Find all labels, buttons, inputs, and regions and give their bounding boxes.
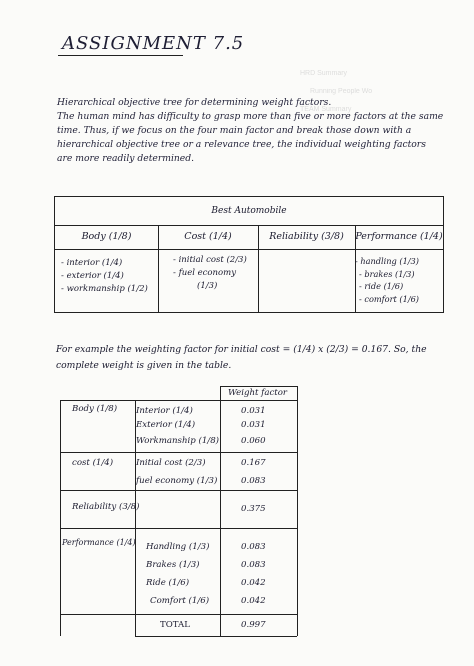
body-item: - interior (1/4) xyxy=(61,258,123,268)
tree-header-cost: Cost (1/4) xyxy=(158,225,258,250)
cost-item: - fuel economy xyxy=(173,268,237,278)
paragraph-line: For example the weighting factor for initial cost = (1/4) x (2/3) = 0.167. So, the xyxy=(56,344,427,355)
sub-factor: fuel economy (1/3) xyxy=(136,476,218,486)
sub-factor: Ride (1/6) xyxy=(146,578,190,588)
weight-factor-table xyxy=(60,386,297,636)
intro-line: Hierarchical objective tree for determining weight factors. xyxy=(57,97,332,108)
objective-tree-table xyxy=(54,196,444,313)
total-value: 0.997 xyxy=(241,620,266,630)
tree-root: Best Automobile xyxy=(55,197,443,226)
table-border xyxy=(60,400,61,636)
background-text: TEAM Summary xyxy=(300,106,352,113)
intro-line: time. Thus, if we focus on the four main factor and break those down with a xyxy=(57,125,412,136)
weight-value: 0.375 xyxy=(241,504,266,514)
sub-factor: Handling (1/3) xyxy=(146,542,210,552)
weight-value: 0.031 xyxy=(241,406,266,416)
group-cost: cost (1/4) xyxy=(72,458,114,468)
table-border xyxy=(60,490,297,491)
title-underline xyxy=(58,55,183,56)
group-reliability: Reliability (3/8) xyxy=(72,502,140,512)
table-border xyxy=(60,528,297,529)
sub-factor: Exterior (1/4) xyxy=(136,420,196,430)
page-title: ASSIGNMENT 7.5 xyxy=(62,33,245,54)
sub-factor: Comfort (1/6) xyxy=(150,596,210,606)
sub-factor: Initial cost (2/3) xyxy=(136,458,206,468)
table-border xyxy=(60,452,297,453)
tree-header-body: Body (1/8) xyxy=(55,225,158,250)
table-border xyxy=(297,386,298,636)
background-text: Running People Wo xyxy=(310,88,373,95)
example-paragraph xyxy=(56,342,436,374)
weight-value: 0.060 xyxy=(241,436,266,446)
sub-factor: Brakes (1/3) xyxy=(146,560,200,570)
table-border xyxy=(60,400,297,401)
group-performance: Performance (1/4) xyxy=(62,538,136,547)
weight-value: 0.031 xyxy=(241,420,266,430)
weight-header: Weight factor xyxy=(228,388,288,398)
sub-factor: Interior (1/4) xyxy=(136,406,193,416)
body-subitems xyxy=(61,257,148,296)
weight-value: 0.083 xyxy=(241,542,266,552)
weight-value: 0.042 xyxy=(241,578,266,588)
intro-line: are more readily determined. xyxy=(57,153,195,164)
group-body: Body (1/8) xyxy=(72,404,118,414)
weight-value: 0.042 xyxy=(241,596,266,606)
intro-line: hierarchical objective tree or a relevance tree, the individual weighting factors xyxy=(57,139,426,150)
paragraph-line: complete weight is given in the table. xyxy=(56,360,232,371)
background-text: HRD Summary xyxy=(300,70,348,77)
table-border xyxy=(60,614,297,615)
cost-item: - initial cost (2/3) xyxy=(173,255,247,265)
performance-subitems xyxy=(355,255,419,305)
weight-value: 0.083 xyxy=(241,560,266,570)
tree-header-performance: Performance (1/4) xyxy=(355,225,443,250)
table-border xyxy=(220,386,221,636)
total-label: TOTAL xyxy=(160,620,190,630)
weight-value: 0.083 xyxy=(241,476,266,486)
performance-item: - brakes (1/3) xyxy=(359,268,415,279)
tree-header-reliability: Reliability (3/8) xyxy=(258,225,355,250)
cost-item: (1/3) xyxy=(197,281,218,291)
sub-factor: Workmanship (1/8) xyxy=(136,436,220,446)
performance-item: - handling (1/3) xyxy=(355,256,419,266)
body-item: - workmanship (1/2) xyxy=(61,284,148,294)
performance-item: - ride (1/6) xyxy=(359,281,404,291)
intro-line: The human mind has difficulty to grasp more than five or more factors at the same xyxy=(57,111,444,122)
intro-text xyxy=(57,96,444,166)
table-border xyxy=(135,636,297,637)
body-item: - exterior (1/4) xyxy=(61,271,124,281)
weight-value: 0.167 xyxy=(241,458,266,468)
cost-subitems xyxy=(173,254,247,293)
performance-item: - comfort (1/6) xyxy=(359,293,419,304)
table-border xyxy=(220,386,297,387)
